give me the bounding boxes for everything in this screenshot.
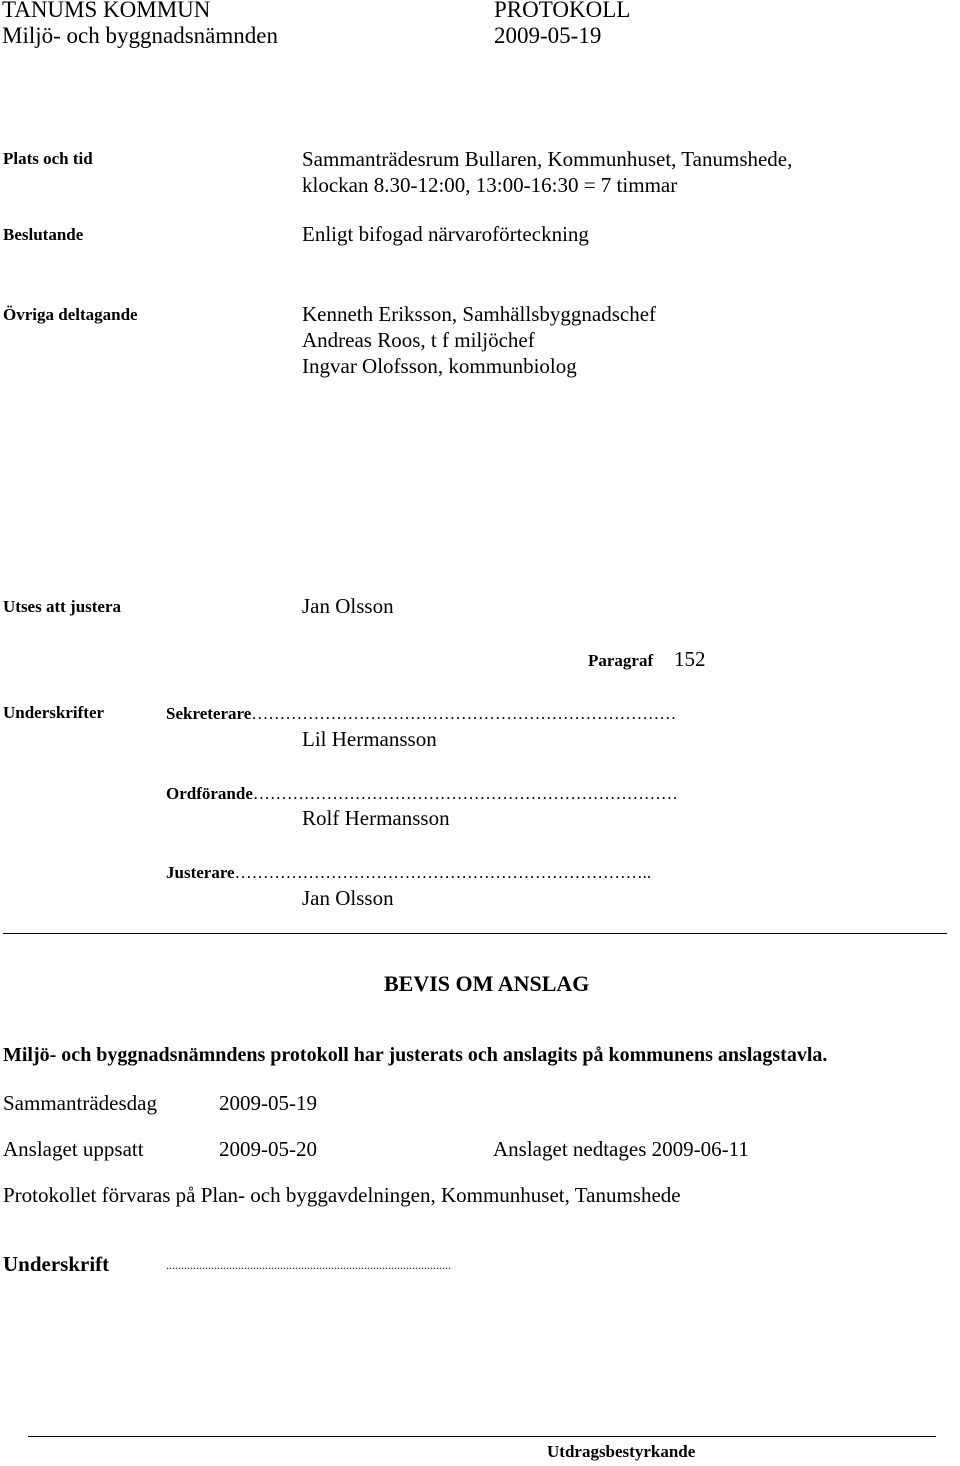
paragraph-value: 152	[674, 647, 706, 671]
chair-dots: …………………………………………………………………	[252, 784, 678, 803]
doc-type: PROTOKOLL	[494, 0, 631, 22]
place-line2: klockan 8.30-12:00, 13:00-16:30 = 7 timmar	[302, 173, 678, 197]
signatures-label: Underskrifter	[3, 703, 105, 722]
meeting-date: 2009-05-19	[219, 1091, 317, 1115]
place-label: Plats och tid	[3, 149, 93, 168]
participant-2: Andreas Roos, t f miljöchef	[302, 328, 535, 352]
secretary-line	[166, 704, 676, 724]
participant-3: Ingvar Olofsson, kommunbiolog	[302, 354, 577, 378]
chair-name: Rolf Hermansson	[302, 806, 450, 830]
chair-line	[166, 784, 678, 804]
section-divider	[3, 933, 947, 934]
meeting-label: Sammanträdesdag	[3, 1091, 157, 1115]
footer-certification: Utdragsbestyrkande	[547, 1442, 696, 1461]
deciding-value: Enligt bifogad närvaroförteckning	[302, 222, 589, 246]
chair-label: Ordförande	[166, 784, 253, 803]
adjuster-line	[166, 863, 651, 883]
secretary-name: Lil Hermansson	[302, 727, 437, 751]
adjuster-dots: ………………………………………………………………..	[234, 863, 652, 882]
posted-date: 2009-05-20	[219, 1137, 317, 1161]
adjust-value: Jan Olsson	[302, 594, 394, 618]
adjust-label: Utses att justera	[3, 597, 122, 616]
posted-label: Anslaget uppsatt	[3, 1137, 144, 1161]
signature-label: Underskrift	[3, 1252, 110, 1276]
secretary-label: Sekreterare	[166, 704, 252, 723]
others-label: Övriga deltagande	[3, 305, 138, 324]
board-name: Miljö- och byggnadsnämnden	[2, 23, 278, 48]
signature-dots: ...............................................................................................	[166, 1258, 451, 1272]
adjuster-name: Jan Olsson	[302, 886, 394, 910]
org-name: TANUMS KOMMUN	[2, 0, 211, 22]
notice-title: BEVIS OM ANSLAG	[384, 971, 590, 996]
deciding-label: Beslutande	[3, 225, 84, 244]
footer-divider	[28, 1436, 936, 1437]
adjuster-label: Justerare	[166, 863, 235, 882]
header-date: 2009-05-19	[494, 23, 602, 48]
notice-statement: Miljö- och byggnadsnämndens protokoll har justerats och anslagits på kommunens anslagstavla.	[3, 1044, 828, 1066]
place-line1: Sammanträdesrum Bullaren, Kommunhuset, Tanumshede,	[302, 147, 793, 171]
storage-text: Protokollet förvaras på Plan- och byggavdelningen, Kommunhuset, Tanumshede	[3, 1183, 681, 1207]
participant-1: Kenneth Eriksson, Samhällsbyggnadschef	[302, 302, 657, 326]
removed-text: Anslaget nedtages 2009-06-11	[493, 1137, 749, 1161]
paragraph-label: Paragraf	[588, 651, 654, 670]
secretary-dots: …………………………………………………………………	[251, 704, 677, 723]
